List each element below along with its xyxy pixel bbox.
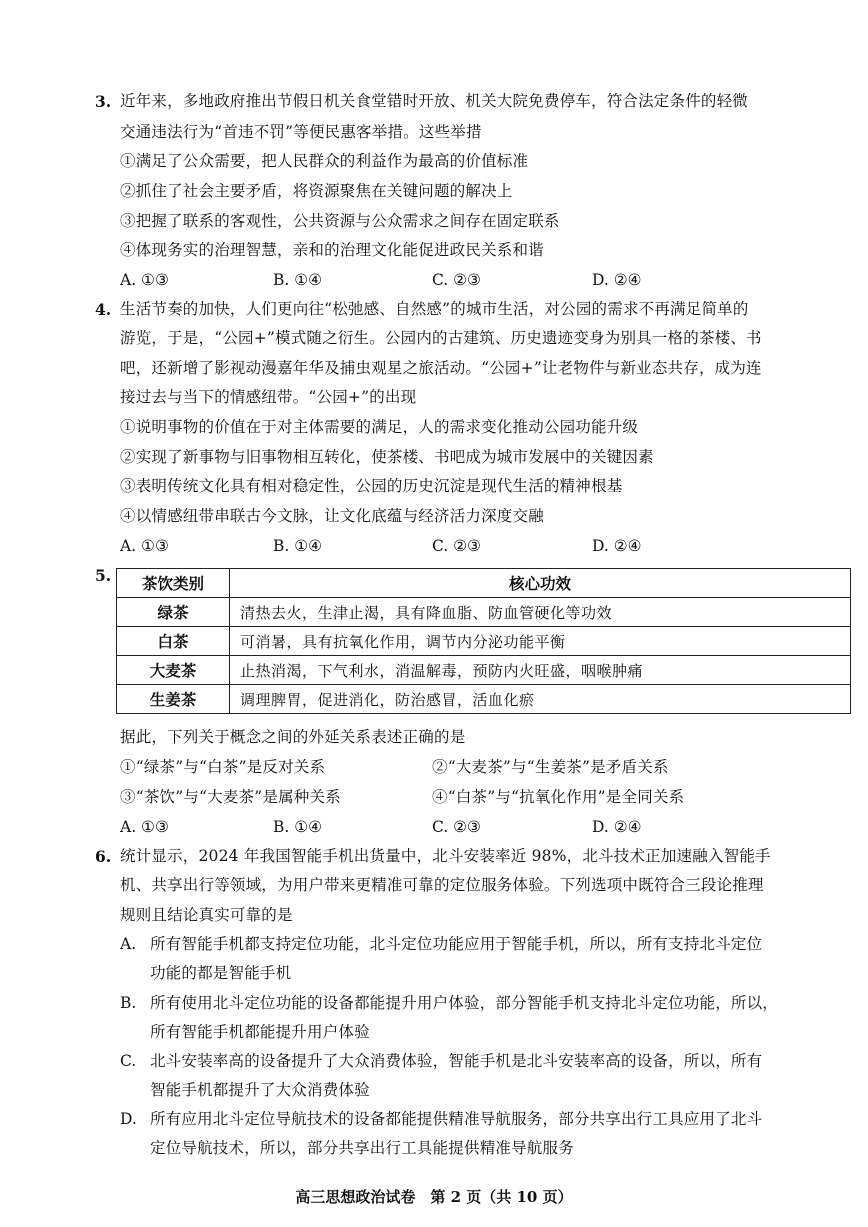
q6-stem-line-3: 规则且结论真实可靠的是 [120,906,293,924]
tea-category-cell: 大麦茶 [117,656,230,685]
q5-stem: 据此，下列关于概念之间的外延关系表述正确的是 [120,728,466,746]
q6-choice-c-line-1: 北斗安装率高的设备提升了大众消费体验，智能手机是北斗安装率高的设备，所以，所有 [150,1052,763,1070]
q3-number: 3. [95,92,112,111]
q5-item-3: ③“茶饮”与“大麦茶”是属种关系 [120,788,341,806]
q3-stem-line-2: 交通违法行为“首违不罚”等便民惠客举措。这些举措 [120,123,482,141]
q4-item-4: ④以情感纽带串联古今文脉，让文化底蕴与经济活力深度交融 [120,507,544,525]
q3-stem-line-1: 近年来，多地政府推出节假日机关食堂错时开放、机关大院免费停车，符合法定条件的轻微 [120,92,749,110]
q6-stem-line-2: 机、共享出行等领域，为用户带来更精准可靠的定位服务体验。下列选项中既符合三段论推理 [120,876,764,894]
tea-effect-cell: 可消暑，具有抗氧化作用，调节内分泌功能平衡 [230,627,851,656]
tea-category-cell: 白茶 [117,627,230,656]
q4-option-b[interactable]: B. ①④ [273,537,323,555]
q4-option-a[interactable]: A. ①③ [120,537,169,555]
q3-item-2: ②抓住了社会主要矛盾，将资源聚焦在关键问题的解决上 [120,182,513,200]
q5-option-b[interactable]: B. ①④ [273,818,323,836]
q6-stem-line-1: 统计显示，2024 年我国智能手机出货量中，北斗安装率近 98%，北斗技术正加速融入智能手 [120,847,771,865]
q3-option-a[interactable]: A. ①③ [120,271,169,289]
q6-choice-d-line-1: 所有应用北斗定位导航技术的设备都能提供精准导航服务，部分共享出行工具应用了北斗 [150,1110,763,1128]
q6-choice-b-line-2: 所有智能手机都能提升用户体验 [150,1023,370,1041]
tea-table-header-row [117,569,851,598]
tea-effect-cell: 调理脾胃，促进消化，防治感冒，活血化瘀 [230,685,851,714]
page-footer: 高三思想政治试卷 第 2 页（共 10 页） [295,1188,573,1206]
q4-stem-line-1: 生活节奏的加快，人们更向往“松弛感、自然感”的城市生活，对公园的需求不再满足简单的 [120,300,749,318]
tea-table [116,568,851,714]
q4-item-2: ②实现了新事物与旧事物相互转化，使茶楼、书吧成为城市发展中的关键因素 [120,448,654,466]
tea-category-cell: 生姜茶 [117,685,230,714]
q4-item-3: ③表明传统文化具有相对稳定性，公园的历史沉淀是现代生活的精神根基 [120,477,623,495]
q5-item-4: ④“白茶”与“抗氧化作用”是全同关系 [432,788,685,806]
q5-item-2: ②“大麦茶”与“生姜茶”是矛盾关系 [432,758,669,776]
q3-item-1: ①满足了公众需要，把人民群众的利益作为最高的价值标准 [120,152,529,170]
q4-stem-line-3: 吧，还新增了影视动漫嘉年华及捕虫观星之旅活动。“公园+”让老物件与新业态共存，成为连 [120,359,762,377]
table-row [117,598,851,627]
tea-effect-cell: 止热消渴，下气利水，消温解毒，预防内火旺盛，咽喉肿痛 [230,656,851,685]
q3-item-4: ④体现务实的治理智慧，亲和的治理文化能促进政民关系和谐 [120,241,544,259]
q6-choice-c-letter[interactable]: C. [120,1052,137,1070]
table-row [117,656,851,685]
q6-choice-a-line-1: 所有智能手机都支持定位功能，北斗定位功能应用于智能手机，所以，所有支持北斗定位 [150,935,763,953]
q5-number: 5. [95,566,112,585]
q4-stem-line-2: 游览，于是，“公园+”模式随之衍生。公园内的古建筑、历史遗迹变身为别具一格的茶楼、书 [120,329,762,347]
q3-option-d[interactable]: D. ②④ [592,271,642,289]
q6-choice-b-line-1: 所有使用北斗定位功能的设备都能提升用户体验，部分智能手机支持北斗定位功能，所以， [150,994,779,1012]
q5-item-1: ①“绿茶”与“白茶”是反对关系 [120,758,326,776]
q4-option-d[interactable]: D. ②④ [592,537,642,555]
q6-choice-a-letter[interactable]: A. [120,935,137,953]
q6-choice-d-line-2: 定位导航技术，所以，部分共享出行工具能提供精准导航服务 [150,1139,574,1157]
q4-stem-line-4: 接过去与当下的情感纽带。“公园+”的出现 [120,388,417,406]
table-row [117,685,851,714]
q4-option-c[interactable]: C. ②③ [432,537,481,555]
q4-item-1: ①说明事物的价值在于对主体需要的满足，人的需求变化推动公园功能升级 [120,418,639,436]
q5-option-a[interactable]: A. ①③ [120,818,169,836]
q3-option-b[interactable]: B. ①④ [273,271,323,289]
q4-number: 4. [95,300,112,319]
q3-option-c[interactable]: C. ②③ [432,271,481,289]
tea-table-header-category: 茶饮类别 [117,569,230,598]
tea-category-cell: 绿茶 [117,598,230,627]
q6-choice-d-letter[interactable]: D. [120,1110,137,1128]
q3-item-3: ③把握了联系的客观性，公共资源与公众需求之间存在固定联系 [120,212,560,230]
q6-choice-a-line-2: 功能的都是智能手机 [150,964,292,982]
table-row [117,627,851,656]
tea-effect-cell: 清热去火，生津止渴，具有降血脂、防血管硬化等功效 [230,598,851,627]
q5-option-d[interactable]: D. ②④ [592,818,642,836]
q5-option-c[interactable]: C. ②③ [432,818,481,836]
q6-choice-c-line-2: 智能手机都提升了大众消费体验 [150,1081,370,1099]
q6-number: 6. [95,847,112,866]
q6-choice-b-letter[interactable]: B. [120,994,137,1012]
tea-table-header-effect: 核心功效 [230,569,851,598]
